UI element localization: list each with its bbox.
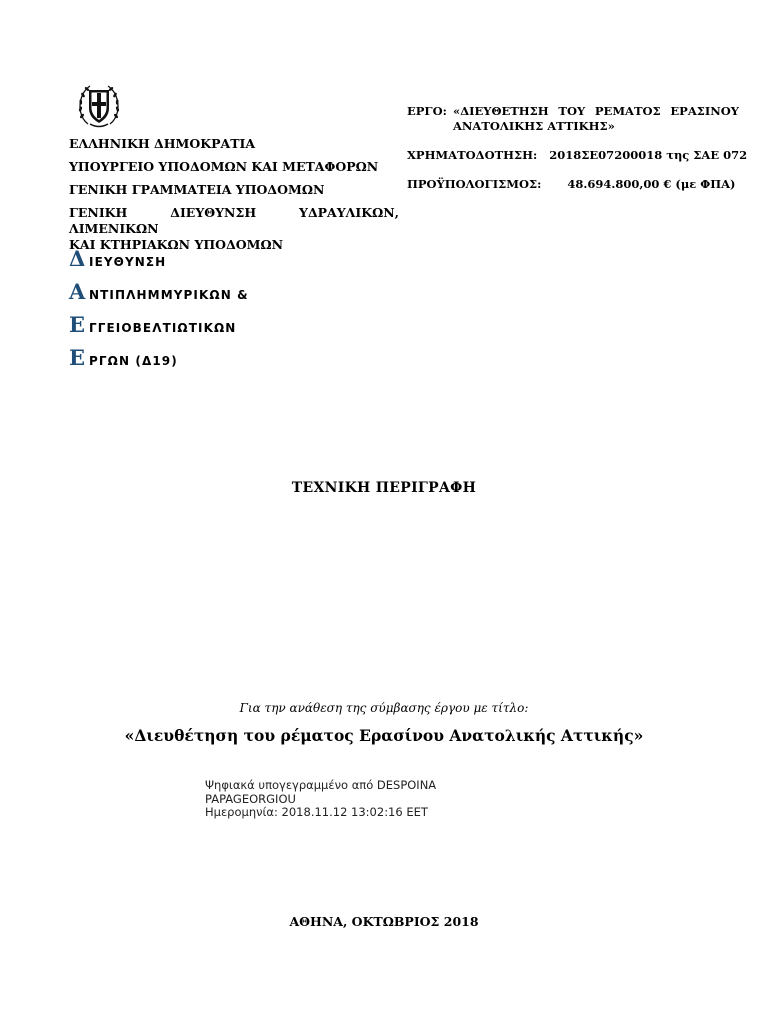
department-row: [69, 246, 249, 279]
contract-subtitle: Για την ανάθεση της σύμβασης έργου με τίτλο:: [239, 701, 529, 715]
org-line-secretariat: ΓΕΝΙΚΗ ΓΡΑΜΜΑΤΕΙΑ ΥΠΟΔΟΜΩΝ: [69, 182, 325, 197]
budget-line: [407, 177, 739, 192]
department-word: ΓΓΕΙΟΒΕΛΤΙΩΤΙΚΩΝ: [89, 321, 237, 335]
department-row: [69, 279, 249, 312]
department-word: ΙΕΥΘΥΝΣΗ: [89, 255, 167, 269]
org-line-ministry: ΥΠΟΥΡΓΕΙΟ ΥΠΟΔΟΜΩΝ ΚΑΙ ΜΕΤΑΦΟΡΩΝ: [69, 159, 379, 174]
org-line-general-directorate-cont: ΚΑΙ ΚΤΗΡΙΑΚΩΝ ΥΠΟΔΟΜΩΝ: [69, 237, 284, 252]
project-title-line2: ΑΝΑΤΟΛΙΚΗΣ ΑΤΤΙΚΗΣ»: [453, 119, 615, 133]
department-initial: Α: [69, 279, 86, 304]
department-initial: Ε: [69, 345, 86, 370]
signature-signed-by: Ψηφιακά υπογεγραμμένο από DESPOINA: [205, 778, 437, 792]
department-row: [69, 312, 249, 345]
project-title: «Διευθέτηση του ρέματος Ερασίνου Ανατολικής Αττικής»: [124, 726, 644, 745]
document-title: ΤΕΧΝΙΚΗ ΠΕΡΙΓΡΑΦΗ: [291, 480, 477, 496]
budget-label: ΠΡΟΫΠΟΛΟΓΙΣΜΟΣ:: [407, 177, 542, 191]
department-block: [69, 246, 249, 378]
department-initial: Δ: [69, 246, 86, 271]
greek-state-emblem-icon: [76, 80, 122, 130]
organization-header: [69, 136, 399, 260]
org-line-republic: ΕΛΛΗΝΙΚΗ ΔΗΜΟΚΡΑΤΙΑ: [69, 136, 256, 151]
org-line-general-directorate: ΓΕΝΙΚΗ ΔΙΕΥΘΥΝΣΗ ΥΔΡΑΥΛΙΚΩΝ, ΛΙΜΕΝΙΚΩΝ: [69, 205, 399, 236]
signature-name: PAPAGEORGIOU: [205, 791, 296, 806]
funding-value: 2018ΣΕ07200018 της ΣΑΕ 072: [549, 148, 748, 162]
project-info: [407, 104, 748, 192]
project-line: [407, 104, 739, 119]
digital-signature: [205, 779, 436, 820]
place-date: ΑΘΗΝΑ, ΟΚΤΩΒΡΙΟΣ 2018: [289, 914, 479, 929]
project-title-line1: «ΔΙΕΥΘΕΤΗΣΗ ΤΟΥ ΡΕΜΑΤΟΣ ΕΡΑΣΙΝΟΥ: [453, 104, 739, 118]
department-word: ΝΤΙΠΛΗΜΜΥΡΙΚΩΝ &: [89, 288, 249, 302]
budget-value: 48.694.800,00 € (με ΦΠΑ): [567, 177, 736, 191]
department-initial: Ε: [69, 312, 86, 337]
signature-date: Ημερομηνία: 2018.11.12 13:02:16 EET: [205, 805, 428, 819]
department-row: [69, 345, 249, 378]
funding-label: ΧΡΗΜΑΤΟΔΟΤΗΣΗ:: [407, 148, 538, 162]
department-word: ΡΓΩΝ (Δ19): [89, 354, 178, 368]
project-label: ΕΡΓΟ:: [407, 104, 447, 118]
funding-line: [407, 148, 748, 163]
